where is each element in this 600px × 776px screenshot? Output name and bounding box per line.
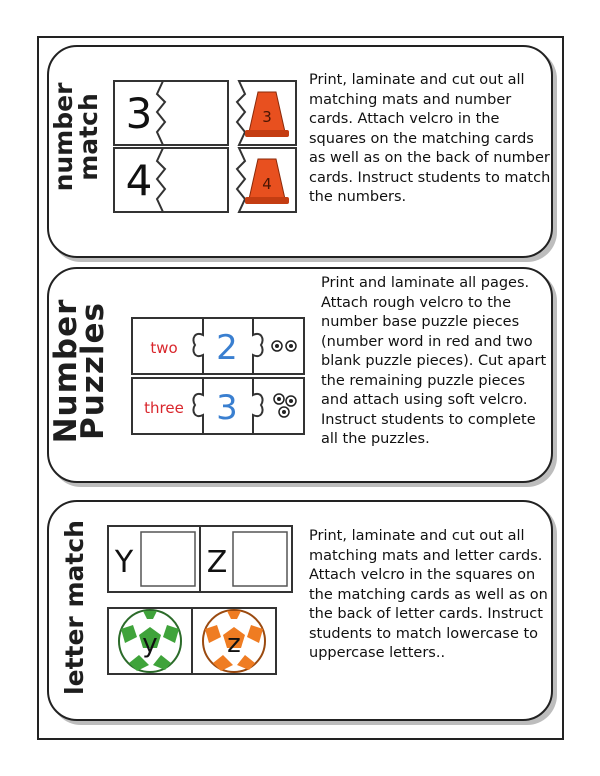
cone-card-3 [233, 80, 297, 146]
puzzle2-word: three [144, 399, 184, 417]
title-line-number: Number [48, 298, 84, 444]
puzzle1-word: two [150, 339, 178, 357]
number-puzzles-instructions: Print and laminate all pages. Attach rough velcro to the number base puzzle pieces (number word in red and two blank puzzle pieces). Cut apart the remaining puzzle pieces and attach using soft velcro. Instruct students to complete all the puzzles. [321, 275, 547, 447]
lower-letter-z: z [227, 629, 241, 659]
letter-match-title: letter match [60, 520, 89, 695]
letter-match-instructions: Print, laminate and cut out all matching mats and letter cards. Attach velcro in the squares on the matching cards as well as on the back of letter cards. Instruct students to match lowercase to uppercase letters.. [309, 528, 548, 661]
puzzle-three [131, 377, 305, 435]
upper-letter-z: Z [206, 545, 228, 580]
card2-number: 4 [125, 156, 153, 205]
title-line-number: number [49, 82, 78, 192]
letter-match-panel [47, 500, 553, 721]
cone-card-4 [233, 147, 297, 213]
upper-letter-y: Y [114, 545, 134, 580]
title-line-puzzles: Puzzles [75, 302, 111, 440]
puzzle1-numeral: 2 [216, 328, 238, 368]
card1-number: 3 [125, 89, 153, 138]
puzzle-two [131, 317, 305, 375]
title-line-match: match [74, 93, 103, 181]
number-match-panel [47, 45, 553, 258]
cone1-number: 3 [262, 108, 272, 126]
number-match-title [51, 77, 101, 197]
letter-cards [107, 607, 277, 675]
lower-letter-y: y [142, 629, 158, 659]
number-puzzles-panel [47, 267, 553, 483]
number-match-instructions: Print, laminate and cut out all matching mats and number cards. Attach velcro in the squares on the matching cards as well as on the back of number cards. Instruct students to match the numbers. [309, 72, 551, 205]
letter-mats [107, 525, 293, 593]
number-card-4 [113, 147, 229, 213]
puzzle2-numeral: 3 [216, 388, 238, 428]
number-puzzles-title [48, 281, 111, 461]
cone2-number: 4 [262, 175, 272, 193]
number-card-3 [113, 80, 229, 146]
